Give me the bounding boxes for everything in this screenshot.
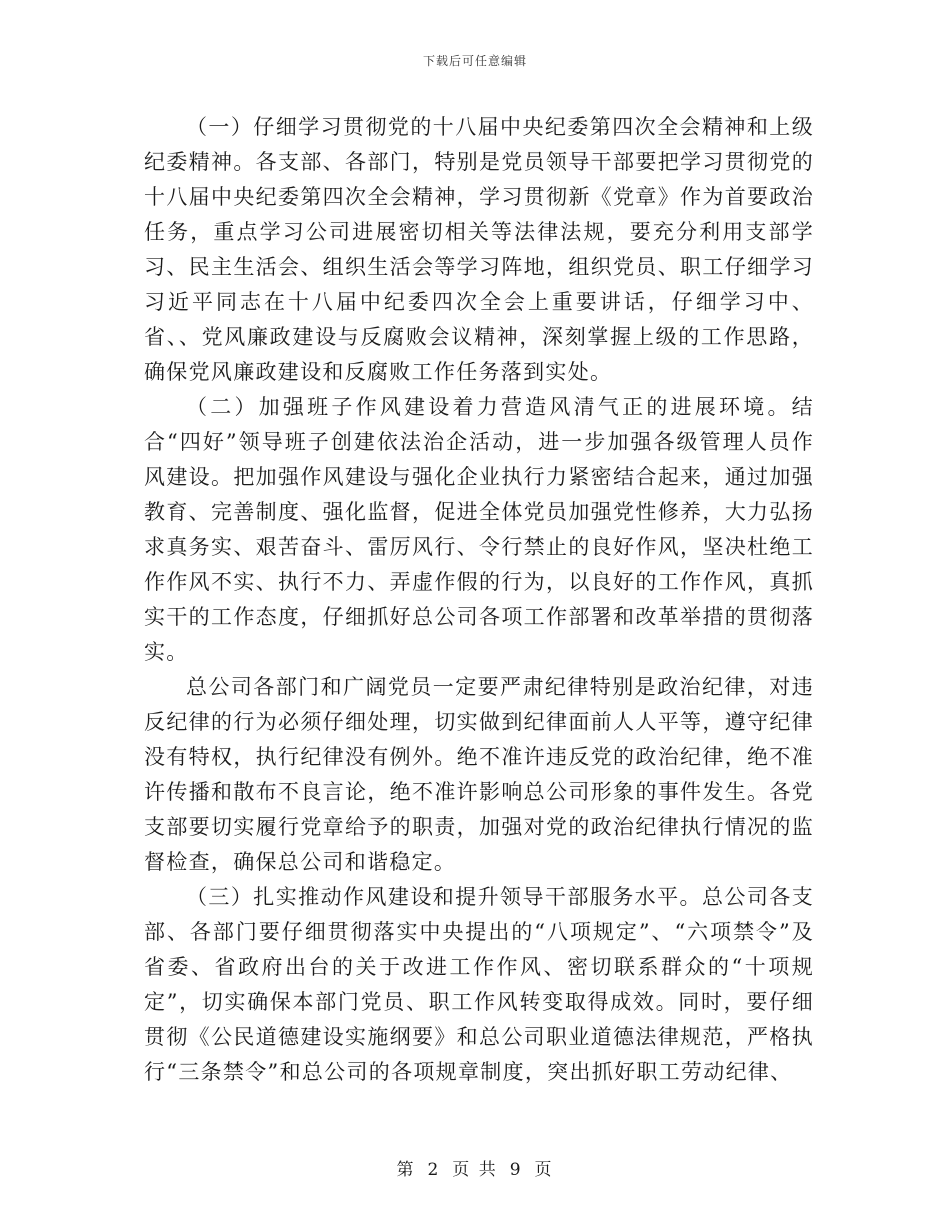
paragraph-2: （二）加强班子作风建设着力营造风清气正的进展环境。结合“四好”领导班子创建依法治企活动，进一步加强各级管理人员作风建设。把加强作风建设与强化企业执行力紧密结合起来，通过加强教育、完善制度、强化监督，促进全体党员加强党性修养，大力弘扬求真务实、艰苦奋斗、雷厉风行、令行禁止的良好作风，坚决杜绝工作作风不实、执行不力、弄虚作假的行为，以良好的工作作风，真抓实干的工作态度，仔细抓好总公司各项工作部署和改革举措的贯彻落实。 [144, 395, 814, 664]
total-page-count: 9 [509, 1160, 523, 1180]
footer-prefix: 第 [396, 1160, 416, 1180]
paragraph-3: 总公司各部门和广阔党员一定要严肃纪律特别是政治纪律，对违反纪律的行为必须仔细处理，切实做到纪律面前人人平等，遵守纪律没有特权，执行纪律没有例外。绝不准许违反党的政治纪律，绝不准许传播和散布不良言论，绝不准许影响总公司形象的事件发生。各党支部要切实履行党章给予的职责，加强对党的政治纪律执行情况的监督检查，确保总公司和谐稳定。 [144, 675, 814, 874]
footer-middle: 页 共 [452, 1160, 498, 1180]
footer-suffix: 页 [534, 1160, 554, 1180]
paragraph-4: （三）扎实推动作风建设和提升领导干部服务水平。总公司各支部、各部门要仔细贯彻落实中央提出的“八项规定”、“六项禁令”及省委、省政府出台的关于改进工作作风、密切联系群众的“十项规定”，切实确保本部门党员、职工作风转变取得成效。同时，要仔细贯彻《公民道德建设实施纲要》和总公司职业道德法律规范，严格执行“三条禁令”和总公司的各项规章制度，突出抓好职工劳动纪律、 [144, 885, 814, 1084]
current-page-number: 2 [427, 1160, 441, 1180]
header-note: 下载后可任意编辑 [422, 54, 527, 68]
paragraph-1: （一）仔细学习贯彻党的十八届中央纪委第四次全会精神和上级纪委精神。各支部、各部门，特别是党员领导干部要把学习贯彻党的十八届中央纪委第四次全会精神，学习贯彻新《党章》作为首要政治任务，重点学习公司进展密切相关等法律法规，要充分利用支部学习、民主生活会、组织生活会等学习阵地，组织党员、职工仔细学习习近平同志在十八届中纪委四次全会上重要讲话，仔细学习中、省、、党风廉政建设与反腐败会议精神，深刻掌握上级的工作思路，确保党风廉政建设和反腐败工作任务落到实处。 [144, 115, 814, 384]
page-footer [0, 1155, 950, 1180]
document-body [144, 110, 814, 1090]
